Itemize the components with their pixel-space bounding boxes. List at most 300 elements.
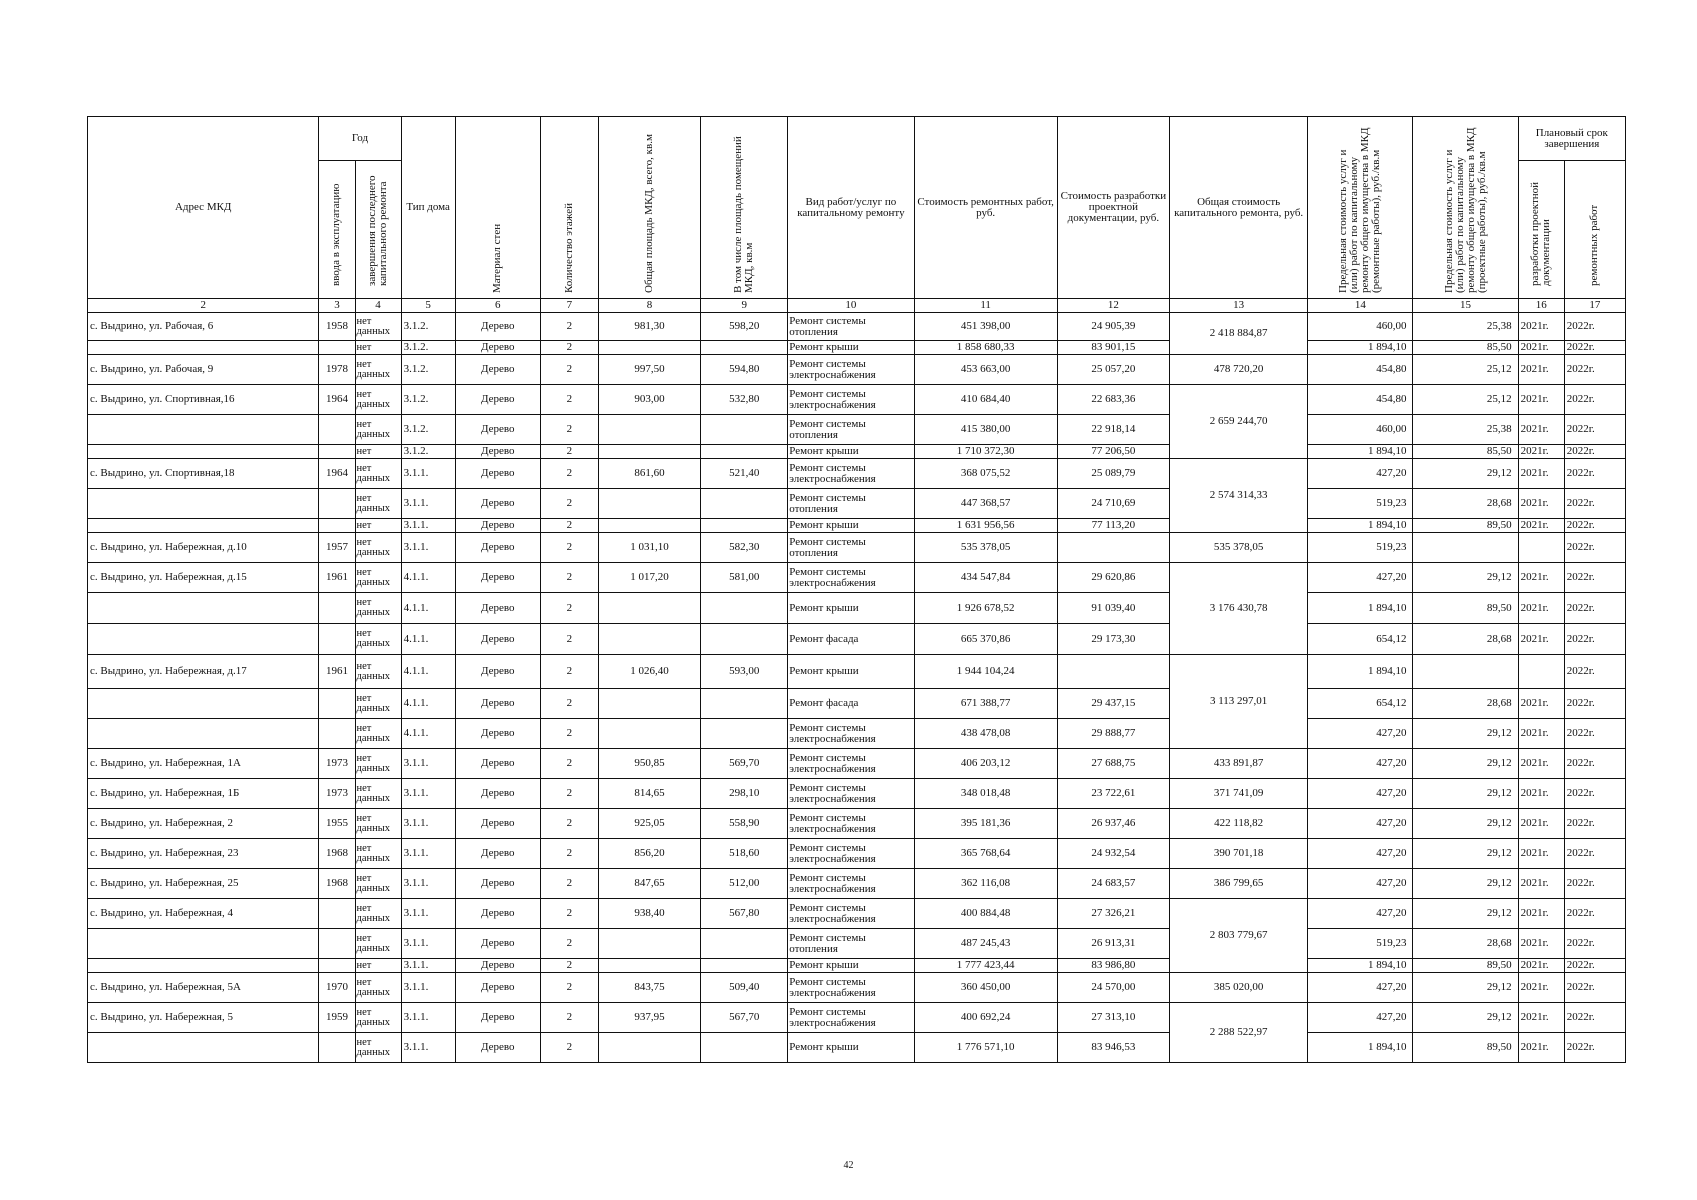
work-type-cell: Ремонт фасада xyxy=(788,624,914,655)
year-cell: 1968 xyxy=(319,839,355,869)
plan-repair-cell: 2022г. xyxy=(1564,689,1625,719)
total-cost-cell: 422 118,82 xyxy=(1169,809,1307,839)
limit-repair-cell: 460,00 xyxy=(1308,415,1413,445)
repair-cost-cell: 360 450,00 xyxy=(914,973,1057,1003)
plan-repair-cell: 2022г. xyxy=(1564,749,1625,779)
last-repair-cell: нет данных xyxy=(355,869,401,899)
limit-repair-cell: 427,20 xyxy=(1308,563,1413,593)
repair-cost-cell: 1 776 571,10 xyxy=(914,1033,1057,1063)
address-cell xyxy=(88,341,319,355)
header-year: Год xyxy=(319,117,401,161)
house-type-cell: 3.1.1. xyxy=(401,1033,455,1063)
limit-project-cell xyxy=(1413,533,1518,563)
work-type-cell: Ремонт фасада xyxy=(788,689,914,719)
area-cell xyxy=(598,1033,700,1063)
repair-cost-cell: 400 884,48 xyxy=(914,899,1057,929)
column-number: 4 xyxy=(355,299,401,313)
wall-material-cell: Дерево xyxy=(455,655,540,689)
limit-project-cell: 85,50 xyxy=(1413,341,1518,355)
plan-project-cell: 2021г. xyxy=(1518,385,1564,415)
area-cell xyxy=(598,593,700,624)
premises-area-cell: 518,60 xyxy=(701,839,788,869)
column-number: 8 xyxy=(598,299,700,313)
floors-cell: 2 xyxy=(540,341,598,355)
house-type-cell: 3.1.1. xyxy=(401,459,455,489)
plan-project-cell xyxy=(1518,655,1564,689)
total-cost-cell: 385 020,00 xyxy=(1169,973,1307,1003)
work-type-cell: Ремонт крыши xyxy=(788,655,914,689)
repair-cost-cell: 487 245,43 xyxy=(914,929,1057,959)
table-row xyxy=(88,655,1626,689)
work-type-cell: Ремонт системы отопления xyxy=(788,415,914,445)
wall-material-cell: Дерево xyxy=(455,313,540,341)
table-row xyxy=(88,459,1626,489)
work-type-cell: Ремонт системы электроснабжения xyxy=(788,749,914,779)
plan-project-cell: 2021г. xyxy=(1518,839,1564,869)
header-work-type: Вид работ/услуг по капитальному ремонту xyxy=(788,117,914,299)
plan-project-cell: 2021г. xyxy=(1518,869,1564,899)
project-cost-cell: 24 932,54 xyxy=(1057,839,1169,869)
plan-repair-cell: 2022г. xyxy=(1564,385,1625,415)
wall-material-cell: Дерево xyxy=(455,749,540,779)
address-cell xyxy=(88,959,319,973)
table-row xyxy=(88,313,1626,341)
area-cell xyxy=(598,929,700,959)
floors-cell: 2 xyxy=(540,624,598,655)
table-row xyxy=(88,719,1626,749)
column-number: 2 xyxy=(88,299,319,313)
plan-project-cell: 2021г. xyxy=(1518,445,1564,459)
last-repair-cell: нет данных xyxy=(355,689,401,719)
address-cell xyxy=(88,719,319,749)
project-cost-cell: 29 620,86 xyxy=(1057,563,1169,593)
plan-project-cell: 2021г. xyxy=(1518,959,1564,973)
work-type-cell: Ремонт системы отопления xyxy=(788,929,914,959)
table-row xyxy=(88,973,1626,1003)
limit-project-cell: 29,12 xyxy=(1413,899,1518,929)
area-cell: 847,65 xyxy=(598,869,700,899)
limit-repair-cell: 1 894,10 xyxy=(1308,655,1413,689)
column-number: 16 xyxy=(1518,299,1564,313)
floors-cell: 2 xyxy=(540,385,598,415)
limit-project-cell: 28,68 xyxy=(1413,489,1518,519)
year-cell: 1968 xyxy=(319,869,355,899)
last-repair-cell: нет данных xyxy=(355,809,401,839)
last-repair-cell: нет данных xyxy=(355,593,401,624)
wall-material-cell: Дерево xyxy=(455,899,540,929)
work-type-cell: Ремонт крыши xyxy=(788,445,914,459)
header-address: Адрес МКД xyxy=(88,117,319,299)
year-cell xyxy=(319,445,355,459)
plan-repair-cell: 2022г. xyxy=(1564,341,1625,355)
table-row xyxy=(88,839,1626,869)
plan-repair-cell: 2022г. xyxy=(1564,624,1625,655)
year-cell xyxy=(319,719,355,749)
house-type-cell: 3.1.1. xyxy=(401,779,455,809)
floors-cell: 2 xyxy=(540,533,598,563)
house-type-cell: 4.1.1. xyxy=(401,563,455,593)
premises-area-cell xyxy=(701,929,788,959)
wall-material-cell: Дерево xyxy=(455,489,540,519)
total-cost-cell: 2 803 779,67 xyxy=(1169,899,1307,973)
plan-project-cell: 2021г. xyxy=(1518,563,1564,593)
address-cell: с. Выдрино, ул. Набережная, д.15 xyxy=(88,563,319,593)
table-row xyxy=(88,749,1626,779)
table-row xyxy=(88,563,1626,593)
house-type-cell: 3.1.1. xyxy=(401,519,455,533)
area-cell xyxy=(598,519,700,533)
last-repair-cell: нет данных xyxy=(355,624,401,655)
address-cell xyxy=(88,1033,319,1063)
limit-project-cell: 85,50 xyxy=(1413,445,1518,459)
wall-material-cell: Дерево xyxy=(455,719,540,749)
wall-material-cell: Дерево xyxy=(455,1033,540,1063)
last-repair-cell: нет данных xyxy=(355,489,401,519)
area-cell: 938,40 xyxy=(598,899,700,929)
column-number: 11 xyxy=(914,299,1057,313)
wall-material-cell: Дерево xyxy=(455,459,540,489)
repair-cost-cell: 348 018,48 xyxy=(914,779,1057,809)
wall-material-cell: Дерево xyxy=(455,869,540,899)
table-row xyxy=(88,415,1626,445)
limit-repair-cell: 1 894,10 xyxy=(1308,445,1413,459)
work-type-cell: Ремонт системы электроснабжения xyxy=(788,459,914,489)
plan-repair-cell: 2022г. xyxy=(1564,533,1625,563)
table-row xyxy=(88,899,1626,929)
table-row xyxy=(88,593,1626,624)
project-cost-cell: 25 089,79 xyxy=(1057,459,1169,489)
wall-material-cell: Дерево xyxy=(455,445,540,459)
repair-cost-cell: 415 380,00 xyxy=(914,415,1057,445)
area-cell xyxy=(598,624,700,655)
header-total-cost: Общая стоимость капитального ремонта, руб. xyxy=(1169,117,1307,299)
work-type-cell: Ремонт системы электроснабжения xyxy=(788,355,914,385)
project-cost-cell: 22 683,36 xyxy=(1057,385,1169,415)
limit-repair-cell: 460,00 xyxy=(1308,313,1413,341)
premises-area-cell: 298,10 xyxy=(701,779,788,809)
header-year-in: ввода в эксплуатацию xyxy=(319,161,355,299)
house-type-cell: 3.1.2. xyxy=(401,415,455,445)
project-cost-cell: 24 570,00 xyxy=(1057,973,1169,1003)
wall-material-cell: Дерево xyxy=(455,973,540,1003)
floors-cell: 2 xyxy=(540,445,598,459)
area-cell xyxy=(598,689,700,719)
table-row xyxy=(88,355,1626,385)
table-row xyxy=(88,533,1626,563)
plan-repair-cell: 2022г. xyxy=(1564,313,1625,341)
plan-repair-cell: 2022г. xyxy=(1564,593,1625,624)
limit-project-cell: 28,68 xyxy=(1413,624,1518,655)
last-repair-cell: нет данных xyxy=(355,839,401,869)
column-number: 15 xyxy=(1413,299,1518,313)
header-floors: Количество этажей xyxy=(540,117,598,299)
plan-repair-cell: 2022г. xyxy=(1564,655,1625,689)
area-cell xyxy=(598,445,700,459)
project-cost-cell: 27 313,10 xyxy=(1057,1003,1169,1033)
limit-repair-cell: 1 894,10 xyxy=(1308,593,1413,624)
limit-project-cell: 89,50 xyxy=(1413,1033,1518,1063)
repair-cost-cell: 410 684,40 xyxy=(914,385,1057,415)
wall-material-cell: Дерево xyxy=(455,959,540,973)
address-cell xyxy=(88,929,319,959)
project-cost-cell xyxy=(1057,655,1169,689)
plan-project-cell: 2021г. xyxy=(1518,355,1564,385)
address-cell: с. Выдрино, ул. Набережная, 1Б xyxy=(88,779,319,809)
project-cost-cell: 77 113,20 xyxy=(1057,519,1169,533)
table-row xyxy=(88,445,1626,459)
total-cost-cell: 2 574 314,33 xyxy=(1169,459,1307,533)
wall-material-cell: Дерево xyxy=(455,519,540,533)
plan-repair-cell: 2022г. xyxy=(1564,779,1625,809)
limit-project-cell: 29,12 xyxy=(1413,779,1518,809)
limit-repair-cell: 1 894,10 xyxy=(1308,519,1413,533)
house-type-cell: 3.1.1. xyxy=(401,899,455,929)
house-type-cell: 3.1.1. xyxy=(401,533,455,563)
house-type-cell: 3.1.1. xyxy=(401,749,455,779)
limit-repair-cell: 519,23 xyxy=(1308,929,1413,959)
area-cell: 1 031,10 xyxy=(598,533,700,563)
floors-cell: 2 xyxy=(540,959,598,973)
repair-cost-cell: 406 203,12 xyxy=(914,749,1057,779)
wall-material-cell: Дерево xyxy=(455,593,540,624)
total-cost-cell: 3 113 297,01 xyxy=(1169,655,1307,749)
area-cell xyxy=(598,341,700,355)
premises-area-cell: 512,00 xyxy=(701,869,788,899)
limit-repair-cell: 654,12 xyxy=(1308,689,1413,719)
last-repair-cell: нет данных xyxy=(355,533,401,563)
area-cell: 937,95 xyxy=(598,1003,700,1033)
repair-cost-cell: 365 768,64 xyxy=(914,839,1057,869)
project-cost-cell: 83 986,80 xyxy=(1057,959,1169,973)
floors-cell: 2 xyxy=(540,689,598,719)
premises-area-cell: 598,20 xyxy=(701,313,788,341)
year-cell xyxy=(319,689,355,719)
year-cell: 1964 xyxy=(319,459,355,489)
limit-project-cell: 25,38 xyxy=(1413,415,1518,445)
address-cell xyxy=(88,624,319,655)
year-cell: 1958 xyxy=(319,313,355,341)
floors-cell: 2 xyxy=(540,1033,598,1063)
table-row xyxy=(88,489,1626,519)
project-cost-cell: 29 888,77 xyxy=(1057,719,1169,749)
table-row xyxy=(88,779,1626,809)
year-cell xyxy=(319,899,355,929)
year-cell: 1973 xyxy=(319,779,355,809)
house-type-cell: 3.1.2. xyxy=(401,445,455,459)
work-type-cell: Ремонт крыши xyxy=(788,519,914,533)
area-cell xyxy=(598,489,700,519)
address-cell xyxy=(88,489,319,519)
area-cell: 861,60 xyxy=(598,459,700,489)
limit-project-cell: 25,12 xyxy=(1413,385,1518,415)
table-row xyxy=(88,519,1626,533)
limit-repair-cell: 427,20 xyxy=(1308,869,1413,899)
wall-material-cell: Дерево xyxy=(455,689,540,719)
work-type-cell: Ремонт системы электроснабжения xyxy=(788,899,914,929)
floors-cell: 2 xyxy=(540,655,598,689)
limit-repair-cell: 1 894,10 xyxy=(1308,959,1413,973)
project-cost-cell xyxy=(1057,533,1169,563)
year-cell: 1970 xyxy=(319,973,355,1003)
limit-project-cell: 89,50 xyxy=(1413,593,1518,624)
column-number: 6 xyxy=(455,299,540,313)
repair-cost-cell: 1 631 956,56 xyxy=(914,519,1057,533)
address-cell: с. Выдрино, ул. Набережная, 5А xyxy=(88,973,319,1003)
plan-project-cell: 2021г. xyxy=(1518,809,1564,839)
wall-material-cell: Дерево xyxy=(455,624,540,655)
address-cell xyxy=(88,519,319,533)
plan-repair-cell: 2022г. xyxy=(1564,1033,1625,1063)
last-repair-cell: нет данных xyxy=(355,459,401,489)
plan-project-cell: 2021г. xyxy=(1518,489,1564,519)
total-cost-cell: 2 288 522,97 xyxy=(1169,1003,1307,1063)
work-type-cell: Ремонт системы отопления xyxy=(788,533,914,563)
floors-cell: 2 xyxy=(540,749,598,779)
premises-area-cell: 532,80 xyxy=(701,385,788,415)
floors-cell: 2 xyxy=(540,719,598,749)
house-type-cell: 3.1.2. xyxy=(401,313,455,341)
table-row xyxy=(88,1033,1626,1063)
repair-cost-cell: 535 378,05 xyxy=(914,533,1057,563)
floors-cell: 2 xyxy=(540,839,598,869)
repair-cost-cell: 671 388,77 xyxy=(914,689,1057,719)
column-numbers-row xyxy=(88,299,1626,313)
floors-cell: 2 xyxy=(540,1003,598,1033)
house-type-cell: 3.1.1. xyxy=(401,489,455,519)
project-cost-cell: 24 683,57 xyxy=(1057,869,1169,899)
address-cell: с. Выдрино, ул. Набережная, 4 xyxy=(88,899,319,929)
repair-cost-cell: 453 663,00 xyxy=(914,355,1057,385)
floors-cell: 2 xyxy=(540,973,598,1003)
repair-cost-cell: 665 370,86 xyxy=(914,624,1057,655)
repair-cost-cell: 1 777 423,44 xyxy=(914,959,1057,973)
limit-repair-cell: 427,20 xyxy=(1308,719,1413,749)
page-number: 42 xyxy=(843,1160,854,1171)
year-cell xyxy=(319,929,355,959)
floors-cell: 2 xyxy=(540,459,598,489)
house-type-cell: 3.1.2. xyxy=(401,385,455,415)
repair-cost-cell: 447 368,57 xyxy=(914,489,1057,519)
plan-repair-cell: 2022г. xyxy=(1564,929,1625,959)
work-type-cell: Ремонт крыши xyxy=(788,593,914,624)
address-cell: с. Выдрино, ул. Набережная, 2 xyxy=(88,809,319,839)
last-repair-cell: нет данных xyxy=(355,749,401,779)
capital-repair-table-wrapper xyxy=(87,116,1626,1063)
column-number: 12 xyxy=(1057,299,1169,313)
work-type-cell: Ремонт системы электроснабжения xyxy=(788,1003,914,1033)
plan-repair-cell: 2022г. xyxy=(1564,959,1625,973)
last-repair-cell: нет данных xyxy=(355,355,401,385)
address-cell: с. Выдрино, ул. Спортивная,16 xyxy=(88,385,319,415)
limit-project-cell: 28,68 xyxy=(1413,689,1518,719)
premises-area-cell xyxy=(701,341,788,355)
limit-project-cell: 89,50 xyxy=(1413,959,1518,973)
project-cost-cell: 29 437,15 xyxy=(1057,689,1169,719)
limit-repair-cell: 654,12 xyxy=(1308,624,1413,655)
area-cell: 814,65 xyxy=(598,779,700,809)
year-cell: 1964 xyxy=(319,385,355,415)
floors-cell: 2 xyxy=(540,489,598,519)
header-limit-project: Предельная стоимость услуг и (или) работ по капитальному ремонту общего имущества в МКД (проектные работы), руб./кв.м xyxy=(1413,117,1518,299)
house-type-cell: 4.1.1. xyxy=(401,624,455,655)
address-cell: с. Выдрино, ул. Набережная, 5 xyxy=(88,1003,319,1033)
plan-project-cell: 2021г. xyxy=(1518,459,1564,489)
limit-repair-cell: 427,20 xyxy=(1308,839,1413,869)
house-type-cell: 4.1.1. xyxy=(401,719,455,749)
limit-project-cell: 28,68 xyxy=(1413,929,1518,959)
last-repair-cell: нет данных xyxy=(355,929,401,959)
wall-material-cell: Дерево xyxy=(455,839,540,869)
limit-repair-cell: 454,80 xyxy=(1308,385,1413,415)
address-cell xyxy=(88,689,319,719)
header-plan-repair: ремонтных работ xyxy=(1564,161,1625,299)
project-cost-cell: 24 905,39 xyxy=(1057,313,1169,341)
repair-cost-cell: 362 116,08 xyxy=(914,869,1057,899)
house-type-cell: 3.1.1. xyxy=(401,869,455,899)
total-cost-cell: 2 659 244,70 xyxy=(1169,385,1307,459)
project-cost-cell: 77 206,50 xyxy=(1057,445,1169,459)
last-repair-cell: нет данных xyxy=(355,973,401,1003)
limit-project-cell: 29,12 xyxy=(1413,749,1518,779)
project-cost-cell: 27 326,21 xyxy=(1057,899,1169,929)
area-cell: 856,20 xyxy=(598,839,700,869)
header-wall: Материал стен xyxy=(455,117,540,299)
limit-project-cell: 29,12 xyxy=(1413,719,1518,749)
wall-material-cell: Дерево xyxy=(455,1003,540,1033)
floors-cell: 2 xyxy=(540,869,598,899)
plan-project-cell: 2021г. xyxy=(1518,929,1564,959)
work-type-cell: Ремонт крыши xyxy=(788,1033,914,1063)
premises-area-cell: 581,00 xyxy=(701,563,788,593)
address-cell: с. Выдрино, ул. Спортивная,18 xyxy=(88,459,319,489)
year-cell xyxy=(319,415,355,445)
premises-area-cell: 567,80 xyxy=(701,899,788,929)
last-repair-cell: нет данных xyxy=(355,655,401,689)
area-cell xyxy=(598,719,700,749)
plan-project-cell: 2021г. xyxy=(1518,341,1564,355)
column-number: 13 xyxy=(1169,299,1307,313)
address-cell xyxy=(88,593,319,624)
plan-repair-cell: 2022г. xyxy=(1564,809,1625,839)
plan-repair-cell: 2022г. xyxy=(1564,899,1625,929)
limit-project-cell: 29,12 xyxy=(1413,839,1518,869)
house-type-cell: 4.1.1. xyxy=(401,593,455,624)
year-cell xyxy=(319,624,355,655)
area-cell: 1 026,40 xyxy=(598,655,700,689)
wall-material-cell: Дерево xyxy=(455,533,540,563)
project-cost-cell: 26 913,31 xyxy=(1057,929,1169,959)
plan-repair-cell: 2022г. xyxy=(1564,415,1625,445)
plan-project-cell: 2021г. xyxy=(1518,1033,1564,1063)
table-row xyxy=(88,1003,1626,1033)
plan-repair-cell: 2022г. xyxy=(1564,839,1625,869)
plan-project-cell: 2021г. xyxy=(1518,779,1564,809)
premises-area-cell: 558,90 xyxy=(701,809,788,839)
address-cell: с. Выдрино, ул. Рабочая, 9 xyxy=(88,355,319,385)
wall-material-cell: Дерево xyxy=(455,809,540,839)
plan-repair-cell: 2022г. xyxy=(1564,719,1625,749)
header-area-premises: В том числе площадь помещений МКД, кв.м xyxy=(701,117,788,299)
limit-project-cell: 29,12 xyxy=(1413,869,1518,899)
header-area: Общая площадь МКД, всего, кв.м xyxy=(598,117,700,299)
limit-project-cell: 25,38 xyxy=(1413,313,1518,341)
work-type-cell: Ремонт системы электроснабжения xyxy=(788,385,914,415)
year-cell: 1959 xyxy=(319,1003,355,1033)
plan-repair-cell: 2022г. xyxy=(1564,445,1625,459)
year-cell xyxy=(319,489,355,519)
header-year-repair: завершения последнего капитального ремонта xyxy=(355,161,401,299)
plan-project-cell: 2021г. xyxy=(1518,899,1564,929)
